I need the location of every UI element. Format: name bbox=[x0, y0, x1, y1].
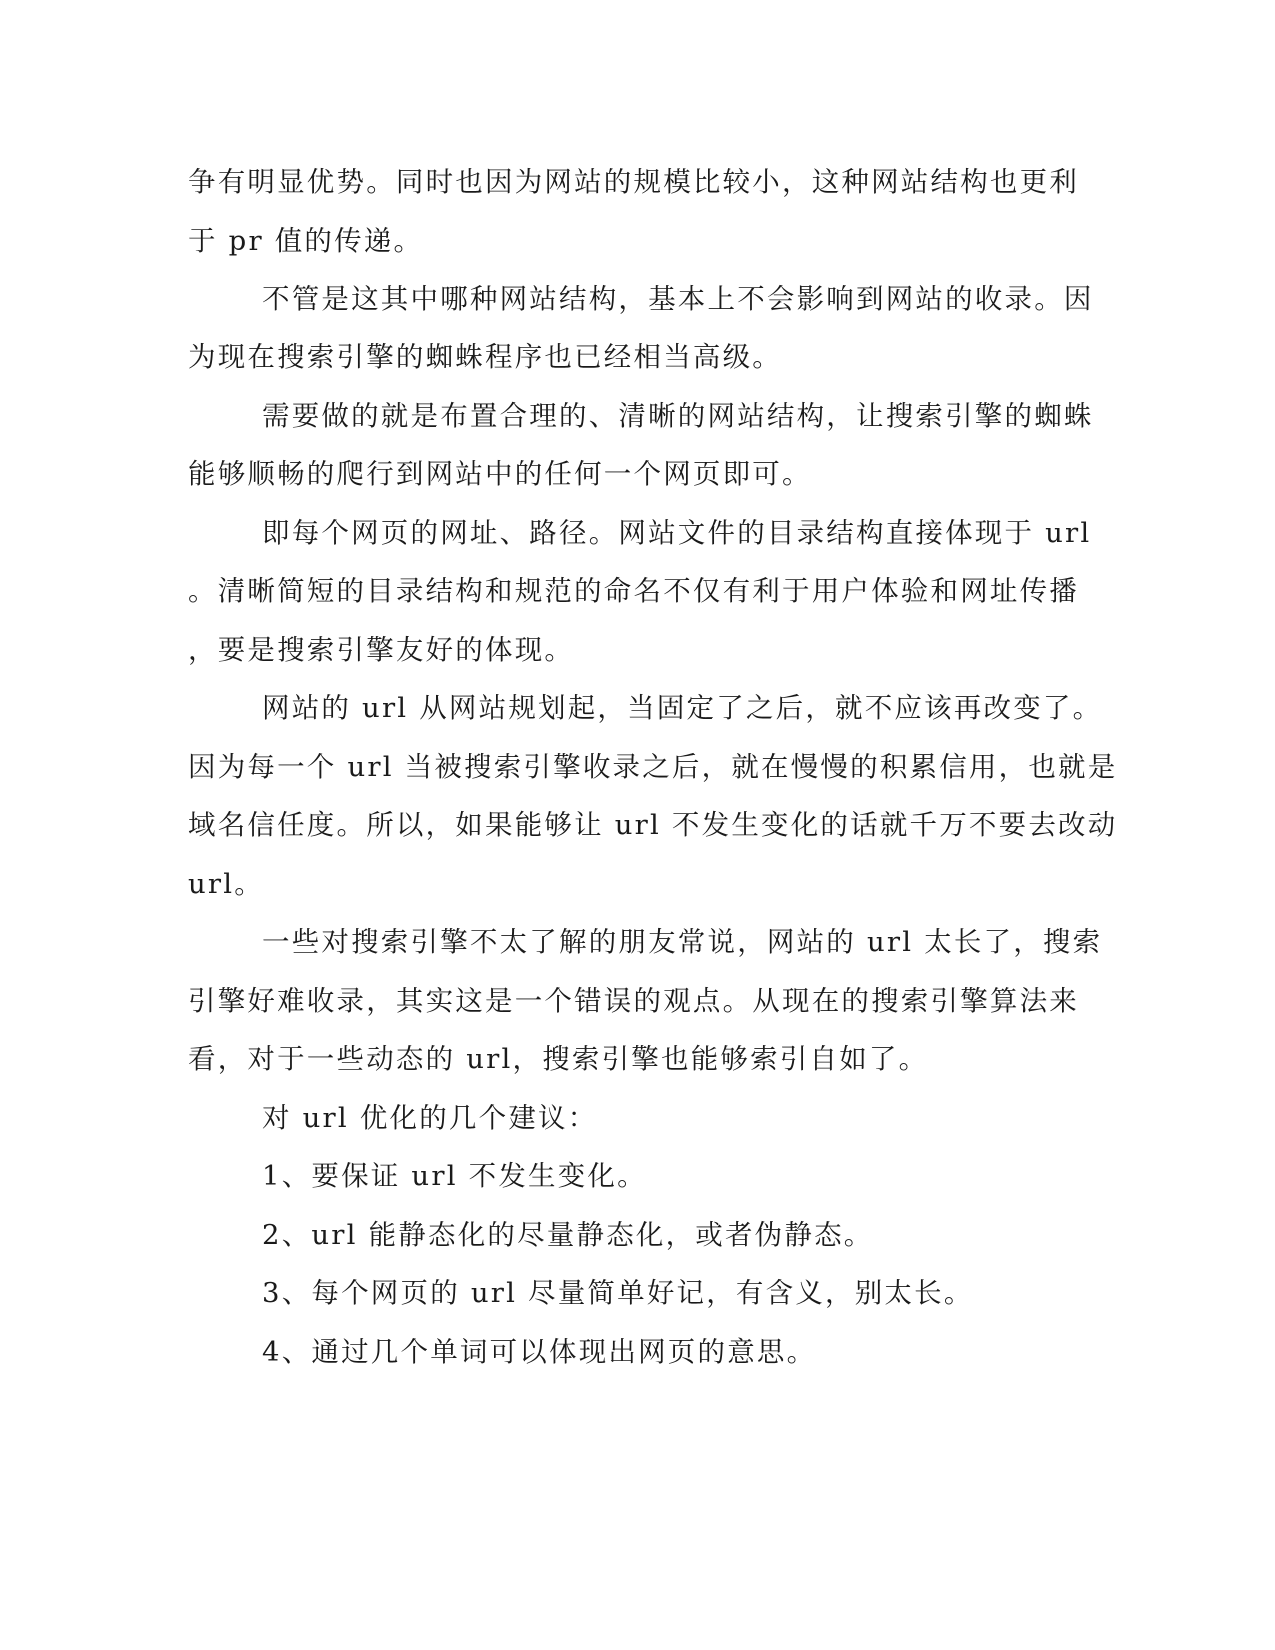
text-line: 看，对于一些动态的 url，搜索引擎也能够索引自如了。 bbox=[188, 1043, 929, 1075]
text-line: 因为每一个 url 当被搜索引擎收录之后，就在慢慢的积累信用，也就是 bbox=[188, 751, 1118, 783]
text-line: url。 bbox=[188, 868, 264, 900]
paragraph-start-line: 对 url 优化的几个建议： bbox=[262, 1102, 598, 1134]
text-line: 引擎好难收录，其实这是一个错误的观点。从现在的搜索引擎算法来 bbox=[188, 985, 1079, 1017]
text-line: 域名信任度。所以，如果能够让 url 不发生变化的话就千万不要去改动 bbox=[188, 809, 1118, 841]
list-item: 2、url 能静态化的尽量静态化，或者伪静态。 bbox=[262, 1219, 874, 1251]
text-line: 争有明显优势。同时也因为网站的规模比较小，这种网站结构也更利 bbox=[188, 166, 1079, 198]
paragraph-start-line: 不管是这其中哪种网站结构，基本上不会影响到网站的收录。因 bbox=[262, 283, 1094, 315]
list-item: 4、通过几个单词可以体现出网页的意思。 bbox=[262, 1336, 817, 1368]
paragraph-start-line: 网站的 url 从网站规划起，当固定了之后，就不应该再改变了。 bbox=[262, 692, 1103, 724]
text-line: 。清晰简短的目录结构和规范的命名不仅有利于用户体验和网址传播 bbox=[188, 575, 1079, 607]
text-line: 于 pr 值的传递。 bbox=[188, 225, 424, 257]
paragraph-start-line: 一些对搜索引擎不太了解的朋友常说，网站的 url 太长了，搜索 bbox=[262, 926, 1103, 958]
text-line: 为现在搜索引擎的蜘蛛程序也已经相当高级。 bbox=[188, 341, 782, 373]
text-line: 能够顺畅的爬行到网站中的任何一个网页即可。 bbox=[188, 458, 812, 490]
text-line: ，要是搜索引擎友好的体现。 bbox=[188, 634, 575, 666]
paragraph-start-line: 需要做的就是布置合理的、清晰的网站结构，让搜索引擎的蜘蛛 bbox=[262, 400, 1094, 432]
list-item: 3、每个网页的 url 尽量简单好记，有含义，别太长。 bbox=[262, 1277, 974, 1309]
paragraph-start-line: 即每个网页的网址、路径。网站文件的目录结构直接体现于 url bbox=[262, 517, 1092, 549]
list-item: 1、要保证 url 不发生变化。 bbox=[262, 1160, 647, 1192]
